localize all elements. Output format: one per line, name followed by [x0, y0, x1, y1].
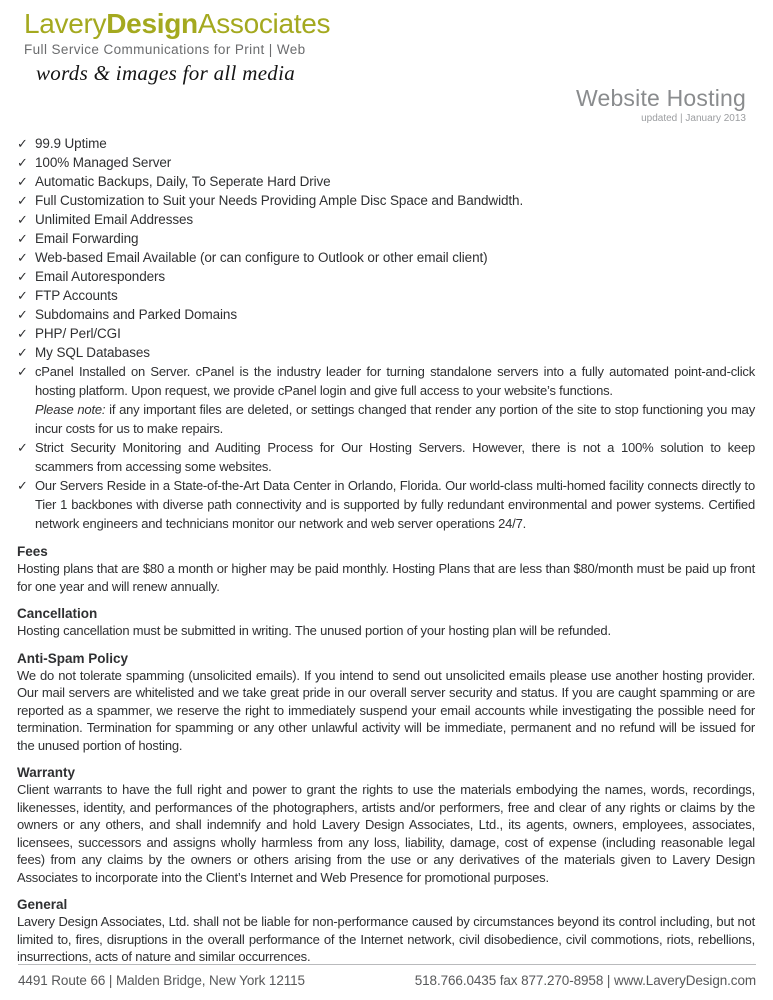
list-item-datacenter	[17, 476, 755, 533]
check-icon: ✓	[17, 212, 28, 227]
item-label: Automatic Backups, Daily, To Seperate Hard Drive	[35, 174, 331, 189]
check-icon: ✓	[17, 345, 28, 360]
section-anti-spam	[17, 651, 755, 755]
section-heading: Fees	[17, 544, 48, 559]
section-body: Hosting plans that are $80 a month or higher may be paid monthly. Hosting Plans that are less than $80/month must be paid up front for one year and will renew annually.	[17, 561, 755, 594]
logo-part-design: Design	[106, 8, 198, 39]
section-fees	[17, 544, 755, 595]
check-icon: ✓	[17, 307, 28, 322]
company-tagline: Full Service Communications for Print | Web	[24, 42, 306, 57]
list-item	[17, 248, 755, 267]
check-icon: ✓	[17, 364, 28, 379]
check-icon: ✓	[17, 193, 28, 208]
check-icon: ✓	[17, 231, 28, 246]
item-label: Web-based Email Available (or can configure to Outlook or other email client)	[35, 250, 488, 265]
list-item	[17, 153, 755, 172]
section-general	[17, 897, 755, 966]
section-heading: Cancellation	[17, 606, 98, 621]
check-icon: ✓	[17, 155, 28, 170]
check-icon: ✓	[17, 269, 28, 284]
note-lead: Please note:	[35, 402, 106, 417]
footer-address: 4491 Route 66 | Malden Bridge, New York 12115	[18, 973, 305, 988]
section-heading: General	[17, 897, 68, 912]
item-label: Full Customization to Suit your Needs Providing Ample Disc Space and Bandwidth.	[35, 193, 524, 208]
footer-contact: 518.766.0435 fax 877.270-8958 | www.LaveryDesign.com	[414, 973, 756, 988]
list-item	[17, 343, 755, 362]
note-rest: if any important files are deleted, or settings changed that render any portion of the site to stop functioning you may incur costs for us to make repairs.	[35, 402, 755, 436]
list-item	[17, 324, 755, 343]
section-body: We do not tolerate spamming (unsolicited emails). If you intend to send out unsolicited emails please use another hosting provider. Our mail servers are whitelisted and we take great pride in our overall server security and status. If you are caught spamming or are reported as a spammer, we reserve the right to immediately suspend your email accounts while investigating the possible need for termination. Termination for spamming or any other unlawful activity will be immediate, permanent and no refund will be issued for the unused portion of hosting.	[17, 667, 755, 753]
check-icon: ✓	[17, 478, 28, 493]
page-footer	[18, 964, 756, 989]
section-warranty	[17, 765, 755, 886]
item-label: Subdomains and Parked Domains	[35, 307, 237, 322]
item-label: FTP Accounts	[35, 288, 118, 303]
list-item	[17, 305, 755, 324]
title-block	[576, 86, 746, 125]
cpanel-text	[35, 362, 755, 438]
check-icon: ✓	[17, 288, 28, 303]
section-heading: Warranty	[17, 765, 76, 780]
section-body: Lavery Design Associates, Ltd. shall not be liable for non-performance caused by circumstances beyond its control including, but not limited to, fires, disruptions in the overall performance of the Internet network, civil disobedience, civil commotions, riots, rebellions, insurrections, acts of nature and similar occurrences.	[17, 914, 755, 964]
check-icon: ✓	[17, 250, 28, 265]
item-label: Email Autoresponders	[35, 269, 166, 284]
item-label: My SQL Databases	[35, 345, 150, 360]
list-item	[17, 229, 755, 248]
document-body	[0, 134, 773, 966]
list-item	[17, 172, 755, 191]
item-label: Unlimited Email Addresses	[35, 212, 194, 227]
check-icon: ✓	[17, 136, 28, 151]
page-title: Website Hosting	[575, 85, 746, 111]
logo-part-lavery: Lavery	[24, 8, 107, 39]
list-item	[17, 134, 755, 153]
list-item-cpanel	[17, 362, 755, 438]
section-body: Client warrants to have the full right and power to grant the rights to use the materials embodying the names, words, recordings, likenesses, identity, and performances of the photographers, artists and/or performers, free and clear of any rights or claims by the owners or any others, and shall indemnify and hold Lavery Design Associates, Ltd., its agents, owners, employees, associates, licensees, successors and assigns wholly harmless from any loss, liability, damage, cost of expense (including reasonable legal fees) from any claims by the owners or others arising from the use or any derivatives of the materials given to Lavery Design Associates to incorporate into the Client’s Internet and Web Presence for promotional purposes.	[17, 782, 755, 885]
item-label: 99.9 Uptime	[35, 136, 107, 151]
cpanel-note	[35, 400, 755, 438]
list-item	[17, 210, 755, 229]
check-icon: ✓	[17, 174, 28, 189]
datacenter-text: Our Servers Reside in a State-of-the-Art Data Center in Orlando, Florida. Our world-class multi-homed facility connects directly to Tier 1 backbones with diverse path connectivity and is supported by fully redundant environmental and power systems. Certified network engineers and technicians monitor our network and web server operations 24/7.	[35, 478, 755, 531]
list-item	[17, 191, 755, 210]
security-text: Strict Security Monitoring and Auditing Process for Our Hosting Servers. However, there is not a 100% solution to keep scammers from accessing some websites.	[35, 440, 755, 474]
list-item	[17, 267, 755, 286]
section-heading: Anti-Spam Policy	[17, 650, 129, 666]
section-cancellation	[17, 606, 755, 640]
logo-part-associates: Associates	[197, 8, 331, 39]
check-icon: ✓	[17, 326, 28, 341]
check-icon: ✓	[17, 440, 28, 455]
list-item	[17, 286, 755, 305]
item-label: Email Forwarding	[35, 231, 139, 246]
cpanel-description: cPanel Installed on Server. cPanel is the industry leader for turning standalone servers into a fully automated point-and-click hosting platform. Upon request, we provide cPanel login and give full access to your website’s functions.	[35, 364, 755, 398]
company-motto: words & images for all media	[36, 61, 296, 85]
company-logo	[24, 9, 749, 39]
item-label: PHP/ Perl/CGI	[35, 326, 121, 341]
feature-checklist	[17, 134, 755, 533]
section-body: Hosting cancellation must be submitted in writing. The unused portion of your hosting plan will be refunded.	[17, 623, 611, 638]
brand-header	[0, 0, 773, 85]
updated-date: updated | January 2013	[641, 113, 746, 124]
item-label: 100% Managed Server	[35, 155, 172, 170]
list-item-security	[17, 438, 755, 476]
